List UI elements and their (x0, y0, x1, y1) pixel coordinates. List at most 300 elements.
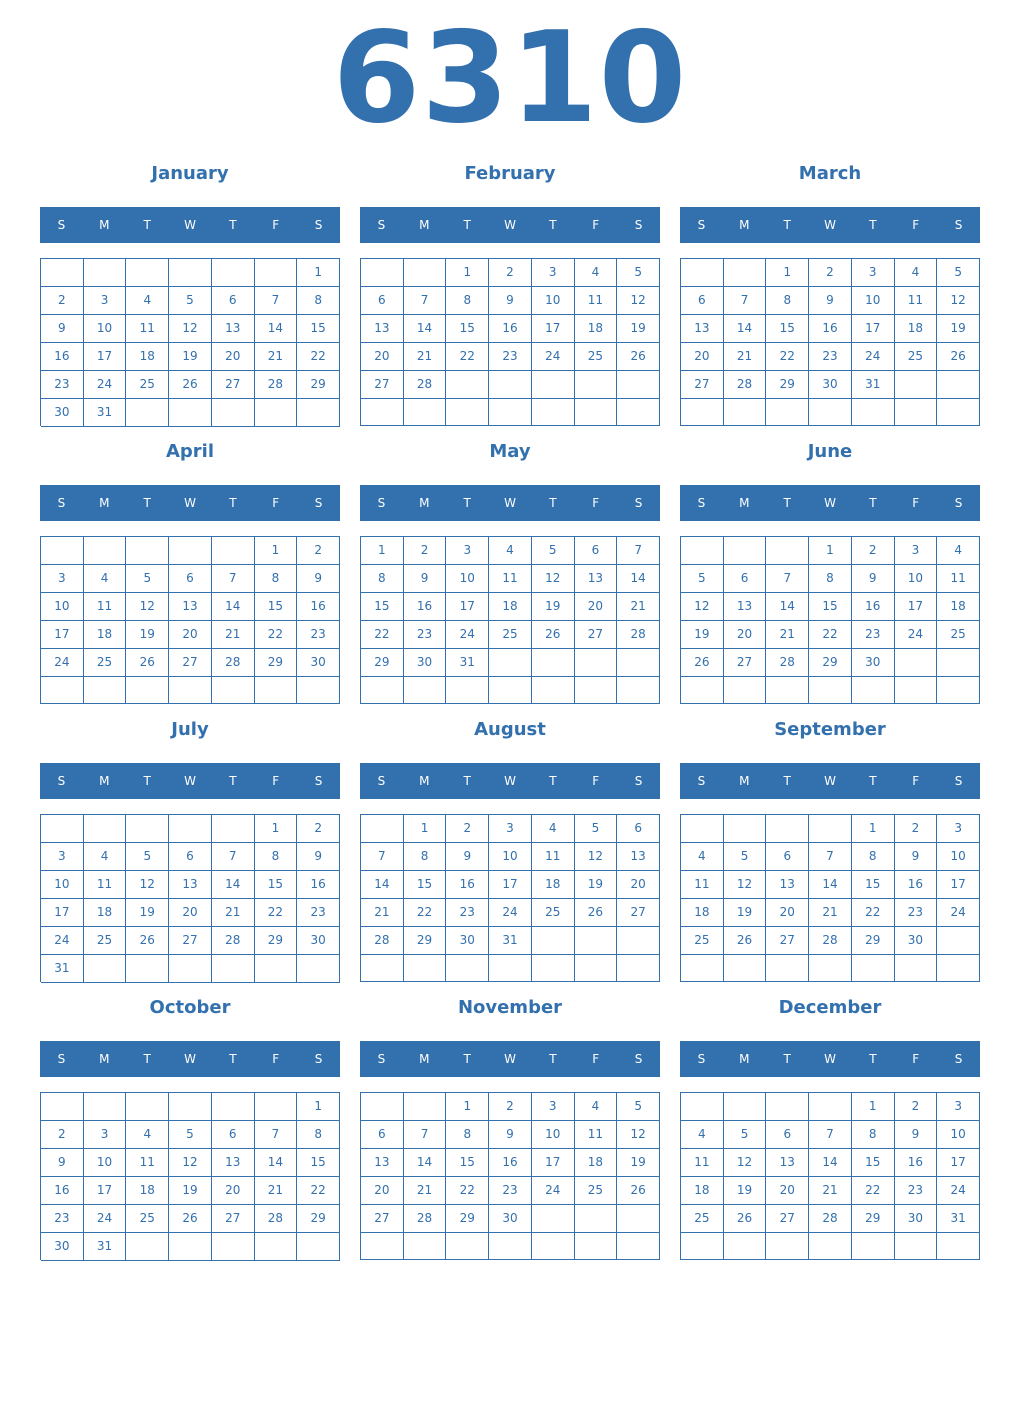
day-cell: 11 (126, 1149, 169, 1177)
day-cell: 19 (681, 621, 724, 649)
month-name: August (474, 719, 546, 740)
day-cell: 27 (724, 649, 767, 677)
day-cell: 24 (489, 899, 532, 927)
day-cell: 7 (617, 537, 660, 565)
empty-cell (84, 677, 127, 704)
day-cell: 13 (766, 871, 809, 899)
day-cell: 20 (361, 343, 404, 371)
day-cell: 5 (169, 1121, 212, 1149)
day-cell: 16 (489, 1149, 532, 1177)
weekday-label: T (143, 774, 151, 788)
day-cell: 12 (617, 1121, 660, 1149)
day-cell: 16 (41, 1177, 84, 1205)
day-cell: 28 (361, 927, 404, 955)
day-cell: 13 (212, 1149, 255, 1177)
day-cell: 21 (255, 1177, 298, 1205)
day-cell: 15 (809, 593, 852, 621)
day-cell: 2 (41, 287, 84, 315)
day-cell: 30 (297, 927, 340, 955)
day-cell: 10 (41, 593, 84, 621)
day-cell: 15 (852, 871, 895, 899)
day-cell: 15 (852, 1149, 895, 1177)
day-cell: 19 (617, 1149, 660, 1177)
empty-cell (575, 927, 618, 955)
empty-cell (937, 371, 980, 399)
day-cell: 5 (724, 843, 767, 871)
weekday-label: S (314, 218, 323, 232)
weekday-label: M (419, 1052, 430, 1066)
empty-cell (724, 1093, 767, 1121)
day-cell: 23 (446, 899, 489, 927)
empty-cell (489, 649, 532, 677)
weekday-label: W (824, 218, 836, 232)
day-cell: 4 (681, 1121, 724, 1149)
empty-cell (532, 371, 575, 399)
day-cell: 30 (809, 371, 852, 399)
empty-cell (169, 1233, 212, 1261)
day-cell: 13 (212, 315, 255, 343)
day-cell: 26 (126, 927, 169, 955)
empty-cell (255, 1233, 298, 1261)
day-cell: 9 (489, 1121, 532, 1149)
empty-cell (84, 1093, 127, 1121)
weekday-label: T (463, 774, 471, 788)
day-cell: 3 (532, 259, 575, 287)
weekday-header (360, 485, 660, 521)
day-cell: 24 (532, 343, 575, 371)
day-cell: 9 (297, 565, 340, 593)
day-cell: 6 (361, 1121, 404, 1149)
day-cell: 31 (489, 927, 532, 955)
day-cell: 8 (404, 843, 447, 871)
day-cell: 1 (255, 815, 298, 843)
weekday-label: S (634, 496, 643, 510)
day-cell: 29 (852, 1205, 895, 1233)
day-cell: 25 (895, 343, 938, 371)
day-cell: 5 (126, 843, 169, 871)
weekday-label: S (377, 774, 386, 788)
day-cell: 1 (404, 815, 447, 843)
weekday-label: W (824, 774, 836, 788)
day-cell: 4 (895, 259, 938, 287)
day-cell: 14 (255, 1149, 298, 1177)
day-cell: 12 (126, 871, 169, 899)
day-cell: 20 (169, 621, 212, 649)
weekday-label: T (783, 774, 791, 788)
day-cell: 11 (895, 287, 938, 315)
weekday-label: F (592, 774, 600, 788)
day-cell: 18 (126, 1177, 169, 1205)
weekday-label: F (912, 496, 920, 510)
day-cell: 4 (84, 565, 127, 593)
day-cell: 21 (724, 343, 767, 371)
day-cell: 28 (617, 621, 660, 649)
empty-cell (766, 537, 809, 565)
empty-cell (575, 955, 618, 982)
day-cell: 21 (212, 621, 255, 649)
empty-cell (532, 955, 575, 982)
weekday-label: M (99, 1052, 110, 1066)
empty-cell (617, 399, 660, 426)
day-cell: 22 (404, 899, 447, 927)
weekday-label: T (549, 1052, 557, 1066)
weekday-label: F (912, 774, 920, 788)
day-cell: 24 (532, 1177, 575, 1205)
empty-cell (809, 955, 852, 982)
day-cell: 7 (212, 565, 255, 593)
day-cell: 3 (532, 1093, 575, 1121)
empty-cell (489, 399, 532, 426)
empty-cell (937, 399, 980, 426)
day-grid (40, 536, 340, 704)
day-cell: 21 (766, 621, 809, 649)
weekday-label: M (99, 496, 110, 510)
day-cell: 4 (489, 537, 532, 565)
weekday-label: W (504, 774, 516, 788)
day-cell: 8 (446, 287, 489, 315)
weekday-label: S (57, 774, 66, 788)
day-cell: 16 (895, 1149, 938, 1177)
empty-cell (41, 677, 84, 704)
day-cell: 24 (84, 1205, 127, 1233)
weekday-label: S (377, 1052, 386, 1066)
day-cell: 18 (681, 1177, 724, 1205)
weekday-label: T (143, 1052, 151, 1066)
day-cell: 14 (724, 315, 767, 343)
weekday-label: W (184, 496, 196, 510)
day-cell: 19 (169, 1177, 212, 1205)
day-grid (40, 258, 340, 426)
empty-cell (852, 955, 895, 982)
empty-cell (212, 1233, 255, 1261)
day-cell: 21 (404, 1177, 447, 1205)
day-cell: 23 (41, 1205, 84, 1233)
empty-cell (404, 259, 447, 287)
day-cell: 17 (895, 593, 938, 621)
day-cell: 21 (617, 593, 660, 621)
day-cell: 19 (532, 593, 575, 621)
day-cell: 30 (895, 1205, 938, 1233)
empty-cell (361, 259, 404, 287)
weekday-label: M (739, 774, 750, 788)
day-cell: 7 (404, 1121, 447, 1149)
day-cell: 30 (852, 649, 895, 677)
day-cell: 9 (895, 843, 938, 871)
day-cell: 23 (489, 343, 532, 371)
empty-cell (724, 259, 767, 287)
day-cell: 30 (489, 1205, 532, 1233)
day-cell: 17 (84, 1177, 127, 1205)
day-cell: 29 (297, 371, 340, 399)
day-cell: 20 (212, 1177, 255, 1205)
empty-cell (532, 677, 575, 704)
empty-cell (404, 677, 447, 704)
empty-cell (255, 955, 298, 983)
day-cell: 10 (532, 287, 575, 315)
day-cell: 23 (297, 899, 340, 927)
day-cell: 24 (852, 343, 895, 371)
empty-cell (126, 259, 169, 287)
weekday-label: F (592, 496, 600, 510)
day-cell: 10 (446, 565, 489, 593)
day-cell: 10 (489, 843, 532, 871)
day-grid (40, 1092, 340, 1260)
empty-cell (361, 1233, 404, 1260)
day-cell: 14 (212, 871, 255, 899)
day-cell: 6 (169, 843, 212, 871)
day-cell: 26 (617, 343, 660, 371)
empty-cell (809, 399, 852, 426)
month-january (40, 160, 340, 430)
day-cell: 31 (852, 371, 895, 399)
day-cell: 30 (41, 399, 84, 427)
day-cell: 3 (41, 565, 84, 593)
empty-cell (766, 1233, 809, 1260)
weekday-label: S (954, 1052, 963, 1066)
day-grid (360, 814, 660, 982)
day-cell: 20 (766, 1177, 809, 1205)
day-cell: 9 (809, 287, 852, 315)
day-cell: 29 (255, 649, 298, 677)
empty-cell (169, 677, 212, 704)
weekday-label: T (869, 774, 877, 788)
day-cell: 29 (297, 1205, 340, 1233)
empty-cell (446, 371, 489, 399)
weekday-header (360, 207, 660, 243)
weekday-label: S (57, 496, 66, 510)
day-cell: 21 (809, 899, 852, 927)
day-cell: 2 (41, 1121, 84, 1149)
empty-cell (617, 371, 660, 399)
weekday-header (40, 1041, 340, 1077)
day-cell: 12 (575, 843, 618, 871)
day-cell: 17 (532, 1149, 575, 1177)
empty-cell (169, 259, 212, 287)
day-cell: 23 (852, 621, 895, 649)
day-cell: 6 (724, 565, 767, 593)
day-cell: 19 (575, 871, 618, 899)
day-cell: 20 (361, 1177, 404, 1205)
day-cell: 24 (446, 621, 489, 649)
month-name: April (165, 441, 215, 462)
day-cell: 8 (255, 843, 298, 871)
weekday-label: W (504, 218, 516, 232)
day-cell: 6 (681, 287, 724, 315)
month-name: June (807, 441, 853, 462)
day-cell: 19 (724, 899, 767, 927)
day-cell: 10 (532, 1121, 575, 1149)
day-cell: 10 (937, 1121, 980, 1149)
day-cell: 13 (617, 843, 660, 871)
day-cell: 3 (937, 815, 980, 843)
empty-cell (532, 1233, 575, 1260)
day-cell: 25 (126, 1205, 169, 1233)
day-cell: 14 (212, 593, 255, 621)
weekday-label: T (463, 218, 471, 232)
day-cell: 26 (617, 1177, 660, 1205)
day-cell: 30 (895, 927, 938, 955)
empty-cell (255, 399, 298, 427)
month-july (40, 716, 340, 986)
day-cell: 22 (809, 621, 852, 649)
empty-cell (766, 399, 809, 426)
day-cell: 10 (895, 565, 938, 593)
empty-cell (681, 955, 724, 982)
day-cell: 7 (766, 565, 809, 593)
empty-cell (724, 537, 767, 565)
day-cell: 2 (446, 815, 489, 843)
day-cell: 26 (724, 1205, 767, 1233)
day-cell: 5 (575, 815, 618, 843)
empty-cell (126, 955, 169, 983)
day-cell: 3 (489, 815, 532, 843)
day-cell: 1 (446, 1093, 489, 1121)
empty-cell (489, 955, 532, 982)
day-cell: 7 (809, 843, 852, 871)
day-cell: 27 (766, 1205, 809, 1233)
empty-cell (84, 537, 127, 565)
day-cell: 9 (489, 287, 532, 315)
day-cell: 8 (297, 287, 340, 315)
day-cell: 18 (84, 621, 127, 649)
day-cell: 11 (681, 871, 724, 899)
weekday-header (680, 207, 980, 243)
day-cell: 8 (852, 1121, 895, 1149)
empty-cell (532, 649, 575, 677)
day-cell: 23 (404, 621, 447, 649)
weekday-label: F (272, 496, 280, 510)
weekday-header (360, 763, 660, 799)
day-cell: 31 (446, 649, 489, 677)
weekday-label: S (634, 1052, 643, 1066)
empty-cell (255, 259, 298, 287)
day-grid (360, 1092, 660, 1260)
month-june (680, 438, 980, 708)
weekday-header (40, 485, 340, 521)
day-cell: 3 (84, 1121, 127, 1149)
day-cell: 26 (532, 621, 575, 649)
day-cell: 6 (169, 565, 212, 593)
empty-cell (617, 649, 660, 677)
day-cell: 30 (297, 649, 340, 677)
day-cell: 23 (489, 1177, 532, 1205)
day-cell: 14 (766, 593, 809, 621)
day-cell: 11 (84, 871, 127, 899)
day-cell: 11 (575, 287, 618, 315)
day-cell: 6 (766, 1121, 809, 1149)
weekday-header (680, 763, 980, 799)
empty-cell (169, 1093, 212, 1121)
day-cell: 10 (84, 315, 127, 343)
weekday-label: F (592, 1052, 600, 1066)
day-cell: 9 (297, 843, 340, 871)
empty-cell (937, 955, 980, 982)
day-cell: 7 (255, 287, 298, 315)
day-cell: 18 (489, 593, 532, 621)
weekday-label: T (783, 218, 791, 232)
day-cell: 4 (532, 815, 575, 843)
day-cell: 21 (255, 343, 298, 371)
day-grid (360, 258, 660, 426)
day-cell: 19 (724, 1177, 767, 1205)
day-cell: 1 (297, 1093, 340, 1121)
day-cell: 15 (297, 315, 340, 343)
day-cell: 1 (852, 815, 895, 843)
day-cell: 15 (361, 593, 404, 621)
day-cell: 17 (41, 899, 84, 927)
empty-cell (126, 815, 169, 843)
year-title: 6310 (332, 4, 688, 151)
empty-cell (852, 677, 895, 704)
month-october (40, 994, 340, 1264)
empty-cell (489, 1233, 532, 1260)
day-cell: 16 (404, 593, 447, 621)
month-february (360, 160, 660, 430)
day-cell: 17 (446, 593, 489, 621)
empty-cell (575, 399, 618, 426)
day-cell: 15 (297, 1149, 340, 1177)
day-cell: 5 (937, 259, 980, 287)
empty-cell (895, 1233, 938, 1260)
weekday-label: W (184, 774, 196, 788)
day-cell: 16 (297, 871, 340, 899)
day-cell: 24 (937, 1177, 980, 1205)
day-grid (360, 536, 660, 704)
empty-cell (126, 399, 169, 427)
empty-cell (404, 1233, 447, 1260)
day-cell: 13 (169, 871, 212, 899)
day-cell: 7 (212, 843, 255, 871)
day-cell: 13 (361, 1149, 404, 1177)
day-cell: 28 (255, 1205, 298, 1233)
empty-cell (766, 955, 809, 982)
month-november (360, 994, 660, 1264)
weekday-label: S (954, 774, 963, 788)
empty-cell (809, 815, 852, 843)
day-cell: 16 (489, 315, 532, 343)
empty-cell (852, 1233, 895, 1260)
day-cell: 13 (681, 315, 724, 343)
day-cell: 26 (937, 343, 980, 371)
day-cell: 24 (937, 899, 980, 927)
day-cell: 17 (532, 315, 575, 343)
day-cell: 12 (617, 287, 660, 315)
day-cell: 9 (446, 843, 489, 871)
weekday-label: S (377, 218, 386, 232)
weekday-label: T (549, 218, 557, 232)
day-cell: 29 (361, 649, 404, 677)
weekday-label: S (634, 218, 643, 232)
day-cell: 22 (361, 621, 404, 649)
weekday-header (360, 1041, 660, 1077)
empty-cell (41, 815, 84, 843)
empty-cell (895, 371, 938, 399)
day-cell: 12 (532, 565, 575, 593)
empty-cell (532, 1205, 575, 1233)
weekday-label: T (463, 496, 471, 510)
day-cell: 5 (532, 537, 575, 565)
month-name: January (151, 163, 229, 184)
day-cell: 18 (84, 899, 127, 927)
day-cell: 30 (446, 927, 489, 955)
day-cell: 5 (681, 565, 724, 593)
weekday-label: T (229, 774, 237, 788)
empty-cell (255, 1093, 298, 1121)
month-may (360, 438, 660, 708)
empty-cell (169, 399, 212, 427)
day-cell: 28 (255, 371, 298, 399)
day-cell: 11 (84, 593, 127, 621)
